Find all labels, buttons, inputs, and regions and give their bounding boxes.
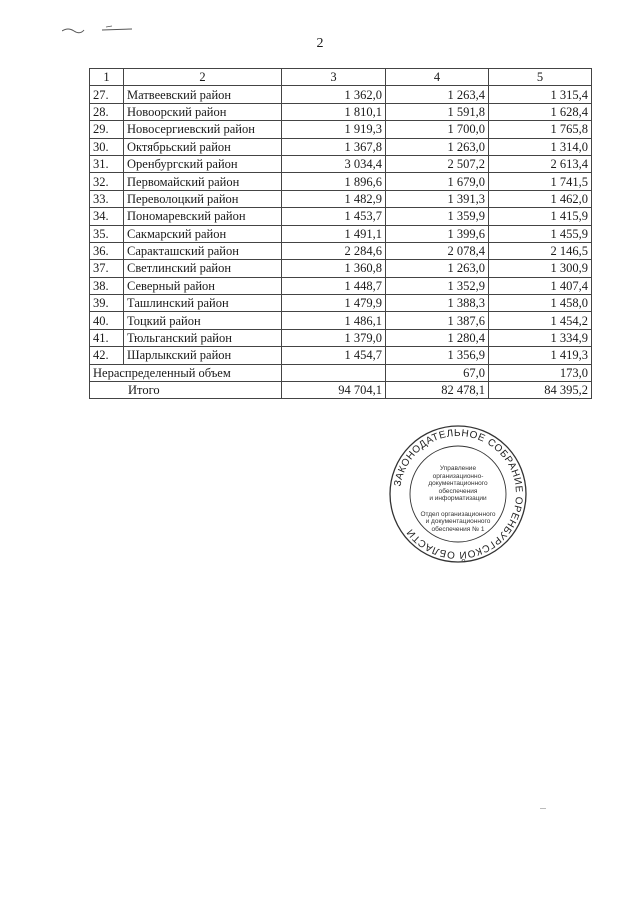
total-label: Итого [90,382,282,399]
stamp-inner-text [418,465,498,533]
value-col-3: 1 379,0 [282,329,386,346]
stamp-line: Управление [439,465,477,472]
handwritten-mark [62,24,134,34]
row-number: 33. [90,190,124,207]
row-number: 34. [90,208,124,225]
table-row [90,155,592,172]
value-col-3: 1 360,8 [282,260,386,277]
total-row [90,382,592,399]
value-col-5: 1 628,4 [489,103,592,120]
district-name: Тюльганский район [124,329,282,346]
row-number: 41. [90,329,124,346]
stamp-line: документационного [428,480,488,487]
value-col-5: 1 462,0 [489,190,592,207]
district-name: Первомайский район [124,173,282,190]
table-row [90,190,592,207]
stamp-line: организационно- [432,472,484,480]
scan-artifact [540,808,546,809]
budget-table [89,68,592,399]
row-number: 42. [90,347,124,364]
value-col-5: 1 415,9 [489,208,592,225]
table-row [90,121,592,138]
value-col-4: 1 591,8 [386,103,489,120]
value-col-4: 1 352,9 [386,277,489,294]
value-col-5: 1 407,4 [489,277,592,294]
district-name: Светлинский район [124,260,282,277]
stamp-ring-text: ЗАКОНОДАТЕЛЬНОЕ СОБРАНИЕ ОРЕНБУРГСКОЙ ОБЛАСТИ [392,427,525,561]
value-col-3: 94 704,1 [282,382,386,399]
value-col-5: 1 314,0 [489,138,592,155]
table-row [90,86,592,103]
district-name: Саракташский район [124,242,282,259]
value-col-4: 1 263,4 [386,86,489,103]
value-col-5: 1 315,4 [489,86,592,103]
value-col-3: 2 284,6 [282,242,386,259]
value-col-4: 1 399,6 [386,225,489,242]
value-col-4: 1 359,9 [386,208,489,225]
value-col-3: 1 479,9 [282,295,386,312]
column-header: 3 [282,69,386,86]
value-col-4: 1 280,4 [386,329,489,346]
value-col-3: 1 454,7 [282,347,386,364]
stamp-line: Отдел организационного [420,510,496,518]
value-col-3: 1 919,3 [282,121,386,138]
table-row [90,208,592,225]
column-header: 4 [386,69,489,86]
value-col-4: 1 387,6 [386,312,489,329]
unallocated-label: Нераспределенный объем [90,364,282,381]
value-col-3: 1 810,1 [282,103,386,120]
value-col-3: 1 453,7 [282,208,386,225]
value-col-3: 3 034,4 [282,155,386,172]
row-number: 31. [90,155,124,172]
value-col-3: 1 491,1 [282,225,386,242]
value-col-3: 1 486,1 [282,312,386,329]
column-header: 1 [90,69,124,86]
stamp-line: обеспечения № 1 [431,525,485,533]
district-name: Ташлинский район [124,295,282,312]
value-col-5: 1 419,3 [489,347,592,364]
row-number: 40. [90,312,124,329]
district-name: Северный район [124,277,282,294]
row-number: 35. [90,225,124,242]
value-col-4: 67,0 [386,364,489,381]
value-col-5: 1 454,2 [489,312,592,329]
value-col-3: 1 448,7 [282,277,386,294]
table-row [90,103,592,120]
value-col-5: 1 765,8 [489,121,592,138]
district-name: Тоцкий район [124,312,282,329]
value-col-3: 1 896,6 [282,173,386,190]
value-col-5: 1 300,9 [489,260,592,277]
value-col-5: 1 741,5 [489,173,592,190]
value-col-5: 1 334,9 [489,329,592,346]
stamp-line: и информатизации [429,495,487,502]
value-col-4: 1 263,0 [386,260,489,277]
district-name: Пономаревский район [124,208,282,225]
value-col-5: 173,0 [489,364,592,381]
row-number: 37. [90,260,124,277]
unallocated-row [90,364,592,381]
row-number: 30. [90,138,124,155]
table-row [90,277,592,294]
table-header-row [90,69,592,86]
row-number: 29. [90,121,124,138]
table-row [90,295,592,312]
value-col-4: 82 478,1 [386,382,489,399]
table-row [90,242,592,259]
column-header: 2 [124,69,282,86]
value-col-4: 1 700,0 [386,121,489,138]
table-row [90,347,592,364]
value-col-5: 2 146,5 [489,242,592,259]
row-number: 39. [90,295,124,312]
district-name: Октябрьский район [124,138,282,155]
district-name: Новосергиевский район [124,121,282,138]
district-name: Оренбургский район [124,155,282,172]
value-col-3: 1 482,9 [282,190,386,207]
value-col-4: 1 356,9 [386,347,489,364]
value-col-4: 1 391,3 [386,190,489,207]
row-number: 32. [90,173,124,190]
value-col-4: 1 263,0 [386,138,489,155]
value-col-5: 1 458,0 [489,295,592,312]
value-col-3: 1 362,0 [282,86,386,103]
table-row [90,225,592,242]
district-name: Сакмарский район [124,225,282,242]
column-header: 5 [489,69,592,86]
district-name: Матвеевский район [124,86,282,103]
stamp-line: и документационного [425,518,491,525]
district-name: Шарлыкский район [124,347,282,364]
table-row [90,138,592,155]
value-col-4: 2 507,2 [386,155,489,172]
page-number: 2 [316,36,324,51]
stamp-line: обеспечения [438,487,478,495]
table-row [90,329,592,346]
value-col-5: 1 455,9 [489,225,592,242]
row-number: 27. [90,86,124,103]
table-row [90,312,592,329]
value-col-4: 1 388,3 [386,295,489,312]
value-col-4: 1 679,0 [386,173,489,190]
row-number: 28. [90,103,124,120]
value-col-3 [282,364,386,381]
table-row [90,260,592,277]
row-number: 38. [90,277,124,294]
district-name: Переволоцкий район [124,190,282,207]
value-col-5: 2 613,4 [489,155,592,172]
value-col-5: 84 395,2 [489,382,592,399]
table-row [90,173,592,190]
value-col-3: 1 367,8 [282,138,386,155]
value-col-4: 2 078,4 [386,242,489,259]
row-number: 36. [90,242,124,259]
district-name: Новоорский район [124,103,282,120]
